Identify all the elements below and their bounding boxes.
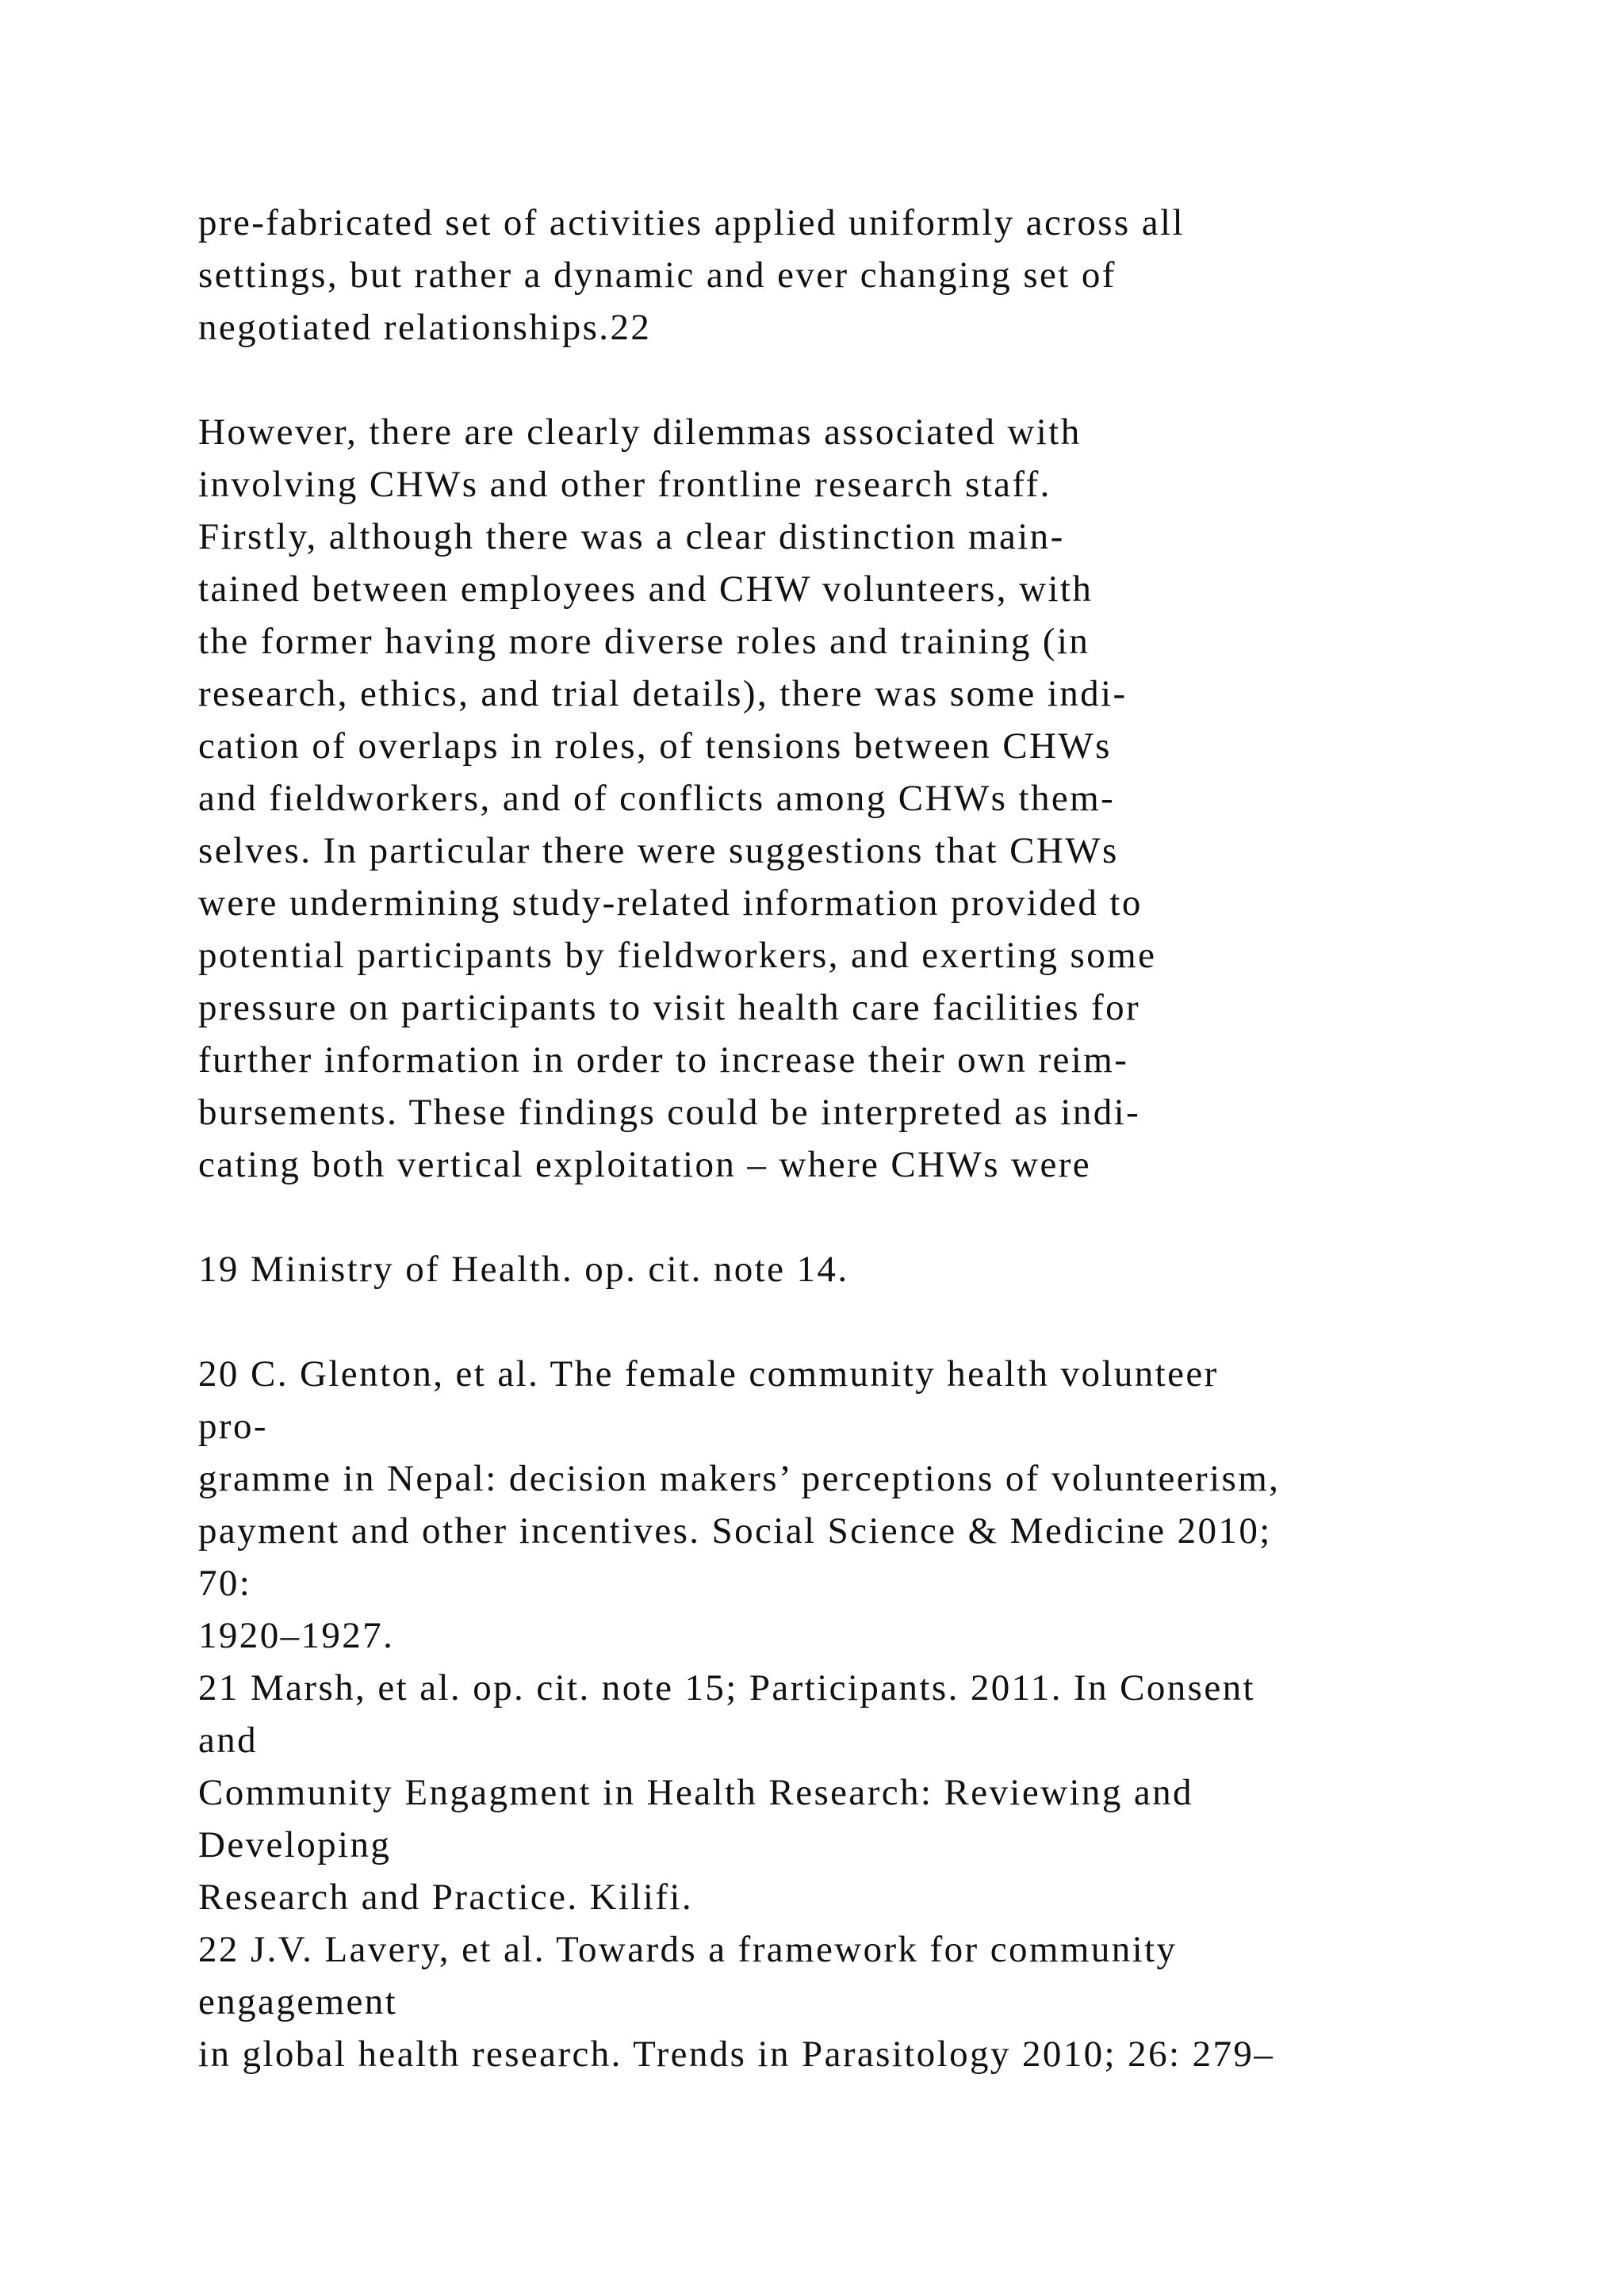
footnote-line: 21 Marsh, et al. op. cit. note 15; Participants. 2011. In Consent [198,1667,1255,1709]
footnote-line: engagement [198,1981,398,2022]
footnote-line: 1920–1927. [198,1615,395,1656]
paragraph-spacer [198,1191,1546,1243]
text-line: and fieldworkers, and of conflicts among CHWs them- [198,778,1116,819]
text-line: bursements. These findings could be interpreted as indi- [198,1092,1141,1133]
text-line: Firstly, although there was a clear distinction main- [198,516,1065,557]
footnote-line: 22 J.V. Lavery, et al. Towards a framework for community [198,1929,1178,1970]
text-line: research, ethics, and trial details), there was some indi- [198,673,1128,714]
text-line: However, there are clearly dilemmas associated with [198,411,1082,453]
footnote-line: Community Engagment in Health Research: Reviewing and [198,1772,1193,1813]
paragraph-spacer [198,1295,1546,1348]
text-line: were undermining study-related information provided to [198,882,1143,924]
footnote-line: gramme in Nepal: decision makers’ perceptions of volunteerism, [198,1458,1281,1499]
paragraph-1 [198,197,1546,354]
footnote-line: in global health research. Trends in Parasitology 2010; 26: 279– [198,2034,1275,2075]
text-line: further information in order to increase their own reim- [198,1039,1129,1081]
paragraph-2 [198,406,1546,1191]
text-line: selves. In particular there were suggestions that CHWs [198,830,1119,871]
text-line: cation of overlaps in roles, of tensions between CHWs [198,725,1112,767]
text-line: pressure on participants to visit health care facilities for [198,987,1141,1028]
text-line: tained between employees and CHW volunteers, with [198,568,1094,610]
footnote-19 [198,1243,1546,1295]
footnote-line: payment and other incentives. Social Science & Medicine 2010; [198,1510,1272,1552]
footnote-line: 20 C. Glenton, et al. The female community health volunteer [198,1353,1219,1395]
text-line: cating both vertical exploitation – where CHWs were [198,1144,1092,1185]
text-line: settings, but rather a dynamic and ever changing set of [198,254,1116,296]
text-line: the former having more diverse roles and training (in [198,621,1090,662]
document-page [198,197,1546,2080]
footnote-line: Developing [198,1824,392,1866]
paragraph-spacer [198,354,1546,406]
footnote-line: 19 Ministry of Health. op. cit. note 14. [198,1249,849,1290]
footnote-line: pro- [198,1406,268,1447]
text-line: negotiated relationships.22 [198,307,652,348]
footnote-line: 70: [198,1563,252,1604]
footnotes-20-22 [198,1348,1546,2080]
text-line: pre-fabricated set of activities applied uniformly across all [198,202,1185,243]
footnote-line: and [198,1720,259,1761]
footnote-line: Research and Practice. Kilifi. [198,1877,694,1918]
text-line: potential participants by fieldworkers, and exerting some [198,935,1157,976]
text-line: involving CHWs and other frontline research staff. [198,464,1051,505]
